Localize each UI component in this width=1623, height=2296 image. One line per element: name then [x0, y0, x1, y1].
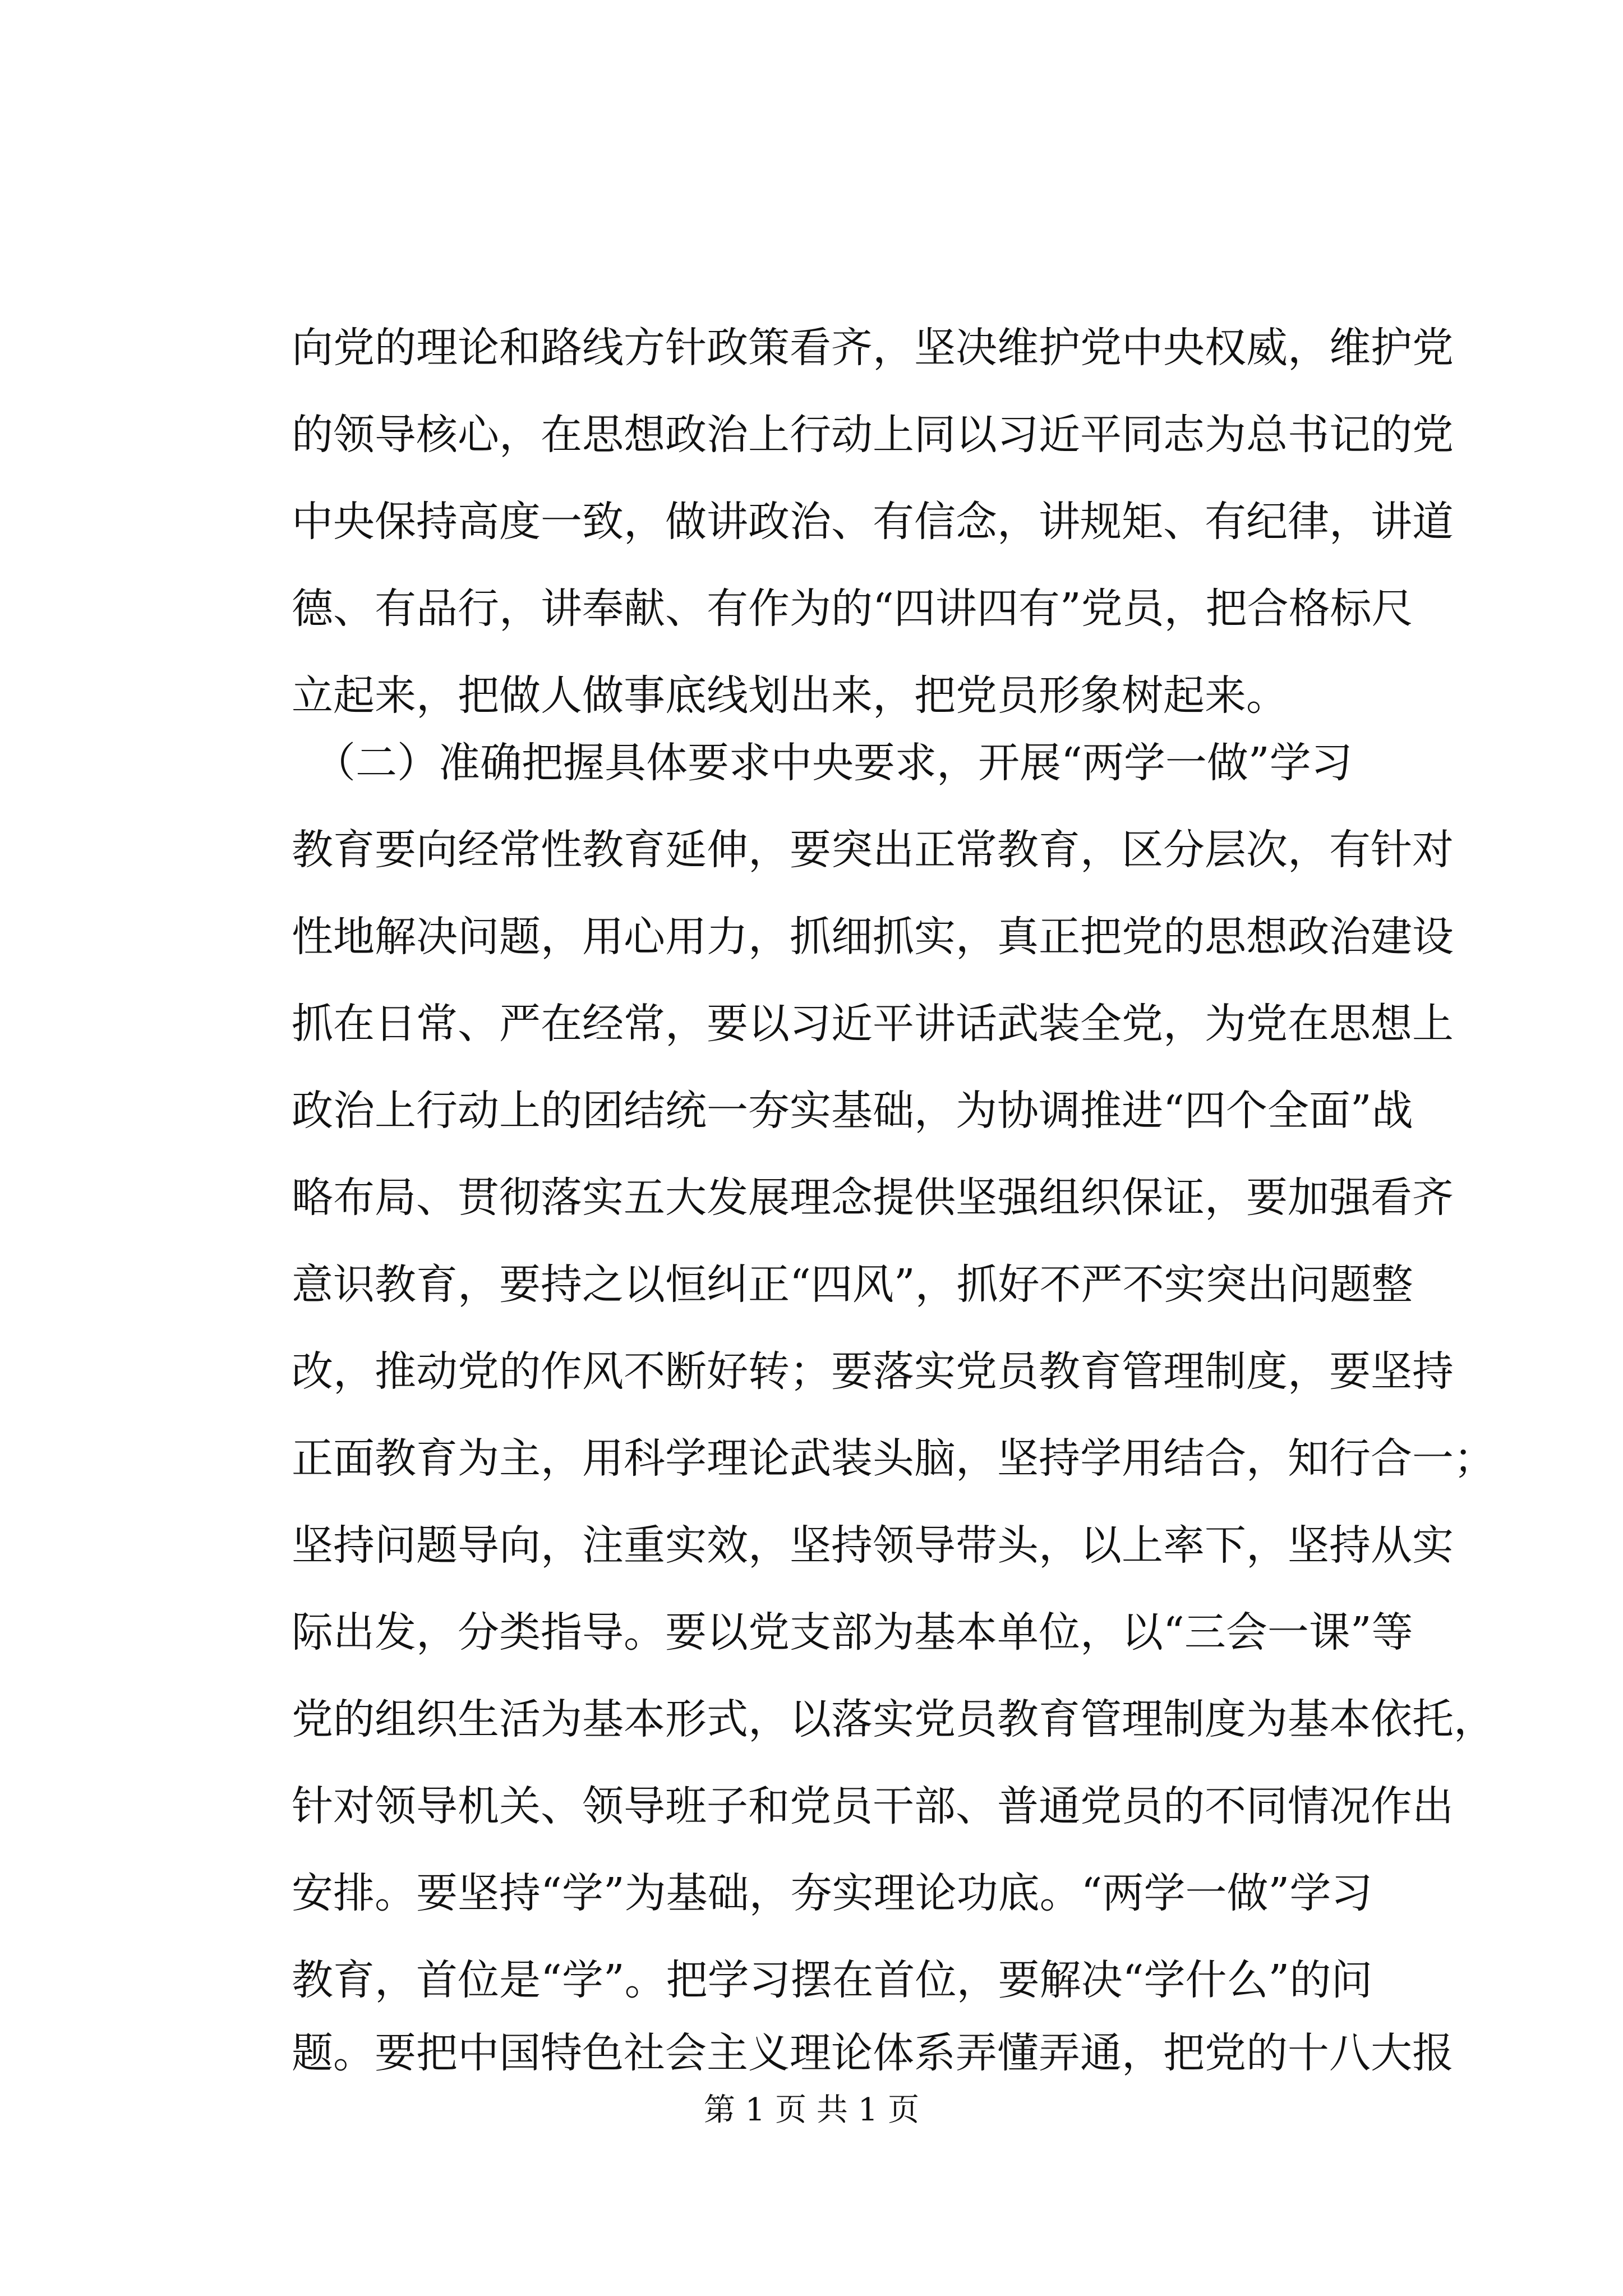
text-line: 意识教育，要持之以恒纠正“四风”，抓好不严不实突出问题整 — [292, 1260, 1413, 1309]
text-line: 党的组织生活为基本形式，以落实党员教育管理制度为基本依托， — [292, 1695, 1495, 1743]
text-line: 略布局、贯彻落实五大发展理念提供坚强组织保证，要加强看齐 — [292, 1174, 1454, 1222]
text-line: 教育，首位是“学”。把学习摆在首位，要解决“学什么”的问 — [292, 1956, 1373, 2004]
text-line: 针对领导机关、领导班子和党员干部、普通党员的不同情况作出 — [292, 1782, 1454, 1830]
text-line: 德、有品行，讲奉献、有作为的“四讲四有”党员，把合格标尺 — [292, 585, 1413, 633]
text-line: 改，推动党的作风不断好转；要落实党员教育管理制度，要坚持 — [292, 1347, 1454, 1396]
text-line: 性地解决问题，用心用力，抓细抓实，真正把党的思想政治建设 — [292, 913, 1454, 961]
page-number-footer: 第 1 页 共 1 页 — [703, 2092, 920, 2128]
text-line: 的领导核心，在思想政治上行动上同以习近平同志为总书记的党 — [292, 411, 1454, 459]
text-line: 正面教育为主，用科学理论武装头脑，坚持学用结合，知行合一； — [292, 1434, 1495, 1483]
text-line: 抓在日常、严在经常，要以习近平讲话武装全党，为党在思想上 — [292, 1000, 1454, 1048]
text-line: 安排。要坚持“学”为基础，夯实理论功底。“两学一做”学习 — [292, 1869, 1373, 1917]
text-line: 中央保持高度一致，做讲政治、有信念，讲规矩、有纪律，讲道 — [292, 498, 1454, 546]
text-line: 政治上行动上的团结统一夯实基础，为协调推进“四个全面”战 — [292, 1087, 1413, 1135]
text-line: 际出发，分类指导。要以党支部为基本单位，以“三会一课”等 — [292, 1608, 1413, 1657]
paragraph-heading-line: （二）准确把握具体要求中央要求，开展“两学一做”学习 — [314, 739, 1353, 787]
text-line: 题。要把中国特色社会主义理论体系弄懂弄通，把党的十八大报 — [292, 2029, 1454, 2077]
text-line: 教育要向经常性教育延伸，要突出正常教育，区分层次，有针对 — [292, 826, 1454, 874]
text-line: 坚持问题导向，注重实效，坚持领导带头，以上率下，坚持从实 — [292, 1521, 1454, 1570]
text-line: 向党的理论和路线方针政策看齐，坚决维护党中央权威，维护党 — [292, 324, 1454, 372]
text-line: 立起来，把做人做事底线划出来，把党员形象树起来。 — [292, 671, 1288, 720]
